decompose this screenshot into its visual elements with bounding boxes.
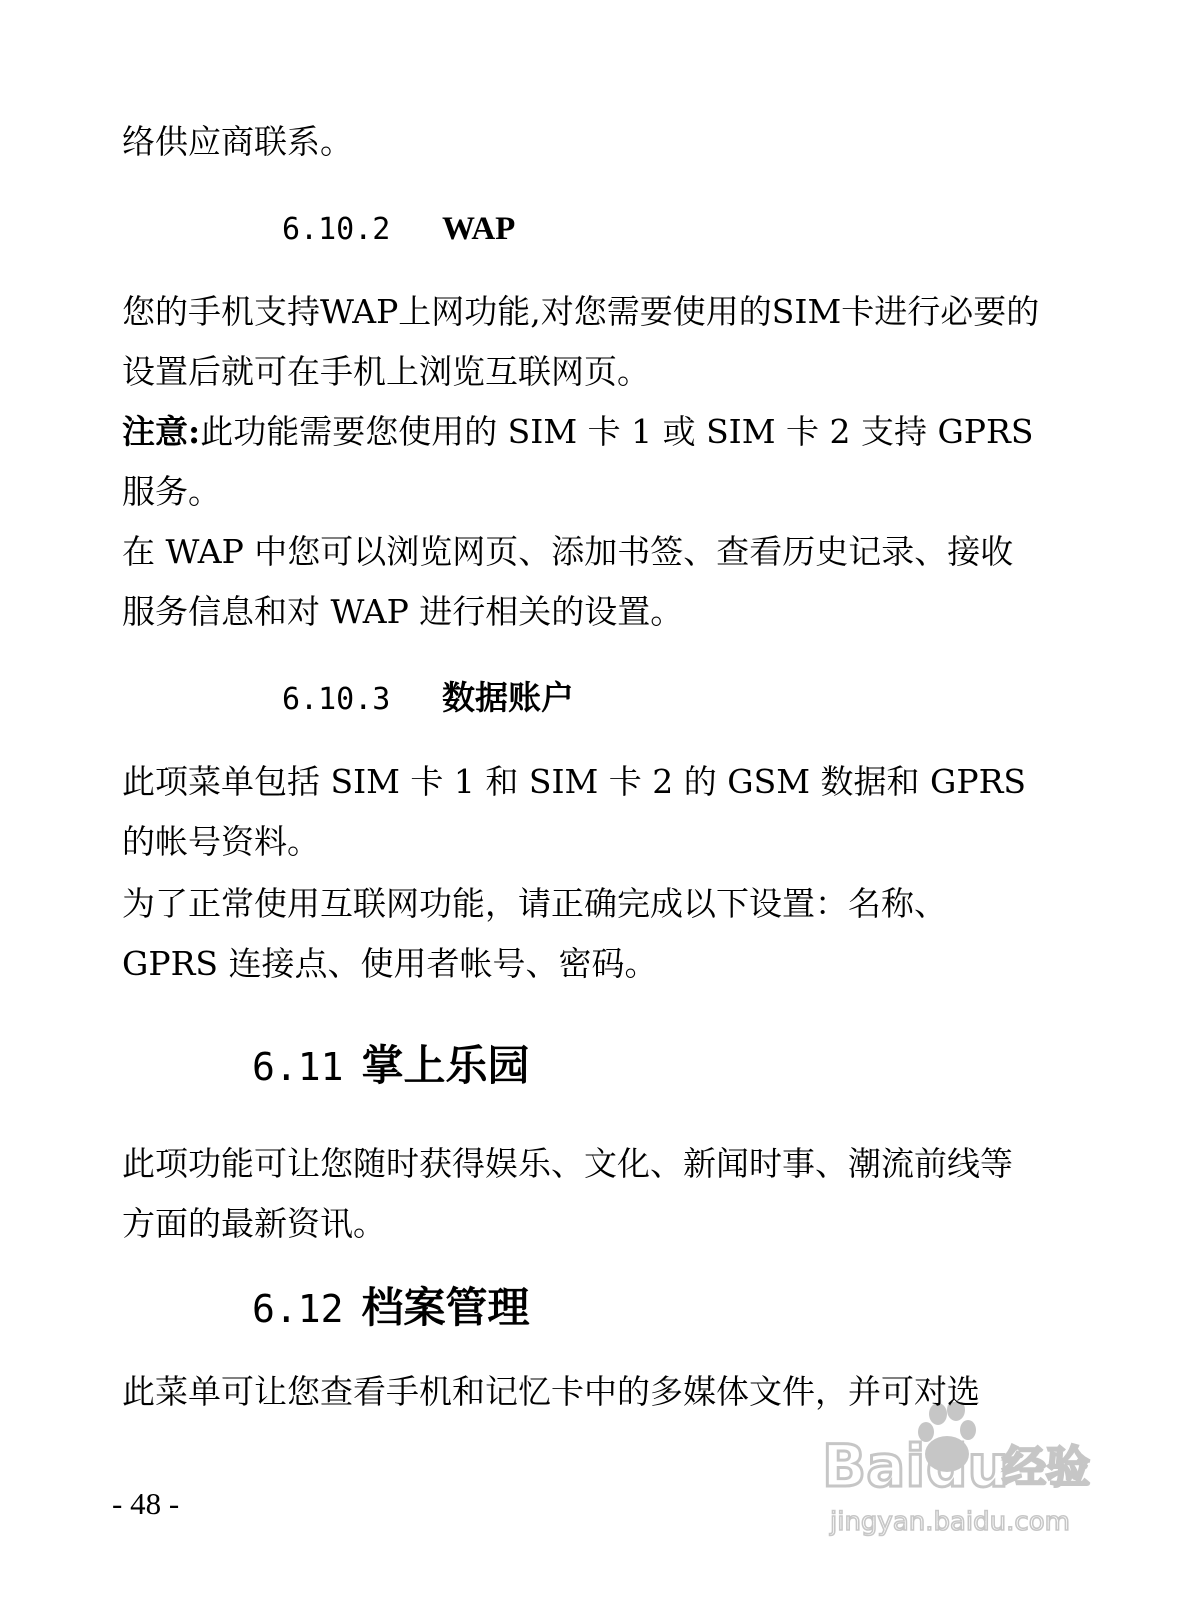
- heading-number: 6.11: [252, 1045, 344, 1089]
- note-label: 注意:: [122, 412, 201, 451]
- paragraph-palm-park: 此项功能可让您随时获得娱乐、文化、新闻时事、潮流前线等方面的最新资讯。: [122, 1144, 1013, 1243]
- paragraph-continuation: 络供应商联系。: [122, 122, 353, 161]
- paragraph-note: [122, 402, 1042, 522]
- heading-title: 掌上乐园: [361, 1041, 530, 1090]
- heading-number: 6.10.2: [282, 212, 391, 247]
- heading-6-10-3: [282, 676, 574, 722]
- heading-6-10-2: [282, 206, 515, 252]
- heading-title: WAP: [442, 211, 516, 247]
- heading-title: 档案管理: [361, 1283, 530, 1332]
- paragraph-wap-intro: 您的手机支持WAP上网功能,对您需要使用的SIM卡进行必要的设置后就可在手机上浏览互联网页。: [122, 292, 1040, 391]
- svg-text:经验: 经验: [1002, 1442, 1090, 1493]
- page-number: - 48 -: [112, 1486, 180, 1521]
- svg-text:Bai: Bai: [822, 1432, 926, 1500]
- paragraph-data-accounts: 此项菜单包括 SIM 卡 1 和 SIM 卡 2 的 GSM 数据和 GPRS 的帐号资料。: [122, 762, 1027, 861]
- heading-number: 6.10.3: [282, 682, 391, 717]
- note-text: 此功能需要您使用的 SIM 卡 1 或 SIM 卡 2 支持 GPRS 服务。: [122, 412, 1034, 511]
- paragraph-internet-settings: 为了正常使用互联网功能，请正确完成以下设置：名称、GPRS 连接点、使用者帐号、密码。: [122, 884, 947, 983]
- paragraph-wap-features: 在 WAP 中您可以浏览网页、添加书签、查看历史记录、接收服务信息和对 WAP 进行相关的设置。: [122, 532, 1014, 631]
- baidu-watermark-logo: [816, 1402, 1106, 1542]
- heading-title: 数据账户: [442, 681, 574, 717]
- heading-6-12: [252, 1280, 530, 1337]
- heading-6-11: [252, 1038, 530, 1095]
- svg-text:du: du: [926, 1432, 1009, 1500]
- paragraph-file-manager: 此菜单可让您查看手机和记忆卡中的多媒体文件，并可对选: [122, 1372, 980, 1411]
- heading-number: 6.12: [252, 1287, 344, 1331]
- svg-text:jingyan.baidu.com: jingyan.baidu.com: [830, 1507, 1070, 1537]
